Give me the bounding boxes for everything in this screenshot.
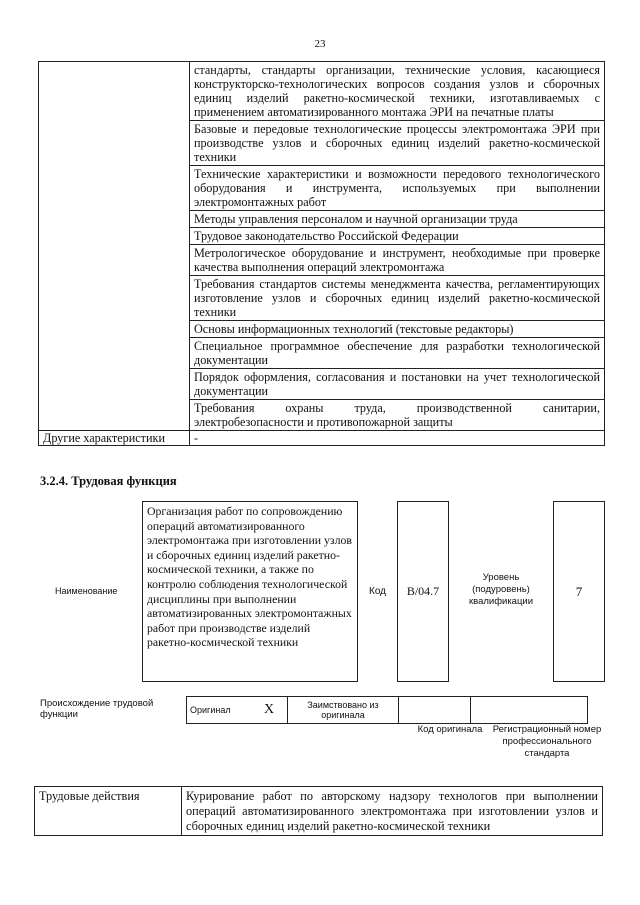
requirements-item: Базовые и передовые технологические процессы электромонтажа ЭРИ при производстве узлов и сборочных единиц изделий ракетно-космической техники (190, 121, 605, 166)
requirements-item: Технические характеристики и возможности передового технологического оборудования и инструмента, используемых при выполнении электромонтажных работ (190, 166, 605, 211)
requirements-item: Основы информационных технологий (текстовые редакторы) (190, 321, 605, 338)
page-number: 23 (314, 38, 326, 50)
qualification-level-label: Уровень (подуровень) квалификации (468, 572, 534, 607)
function-code-value: B/04.7 (397, 501, 449, 682)
reg-number-cell (471, 697, 588, 724)
borrowed-label: Заимствовано из оригинала (288, 697, 399, 724)
section-title: 3.2.4. Трудовая функция (40, 474, 177, 488)
original-label: Оригинал (187, 697, 252, 724)
qualification-level-value: 7 (553, 501, 605, 682)
function-name-value: Организация работ по сопровождению операций автоматизированного электромонтажа при изготовлении узлов и сборочных единиц изделий ракетно-космической техники, а также по контролю соблюдения технологической дисциплины при выполнении автоматизированных электромонтажных работ при производстве изделий ракетно-космической техники (142, 501, 358, 682)
reg-number-label: Регистрационный номер профессионального стандарта (492, 724, 602, 759)
other-characteristics-label: Другие характеристики (39, 431, 190, 446)
requirements-table (38, 61, 605, 446)
requirements-row (39, 62, 605, 121)
requirements-item: Требования стандартов системы менеджмента качества, регламентирующих изготовление узлов и сборочных единиц изделий ракетно-космической техники (190, 276, 605, 321)
requirements-left-cell (39, 62, 190, 431)
actions-value: Курирование работ по авторскому надзору технологов при выполнении операций автоматизированного электромонтажа при изготовлении узлов и сборочных единиц изделий ракетно-космической техники (182, 787, 603, 836)
origin-label: Происхождение трудовой функции (40, 698, 154, 720)
function-code-label: Код (369, 586, 387, 597)
requirements-item: Трудовое законодательство Российской Федерации (190, 228, 605, 245)
code-original-cell (399, 697, 471, 724)
actions-label: Трудовые действия (35, 787, 182, 836)
other-characteristics-row (39, 431, 605, 446)
code-original-label: Код оригинала (417, 724, 483, 735)
other-characteristics-value: - (190, 431, 605, 446)
requirements-item: Специальное программное обеспечение для разработки технологической документации (190, 338, 605, 369)
actions-table (34, 786, 603, 836)
requirements-item: Требования охраны труда, производственной санитарии, электробезопасности и противопожарной защиты (190, 400, 605, 431)
function-name-label: Наименование (55, 586, 118, 596)
actions-row (35, 787, 603, 836)
requirements-item: стандарты, стандарты организации, технические условия, касающиеся конструкторско-технологических вопросов создания узлов и сборочных единиц изделий ракетно-космической техники, изготавливаемых с применением автоматизированного монтажа ЭРИ на печатные платы (190, 62, 605, 121)
requirements-item: Порядок оформления, согласования и постановки на учет технологической документации (190, 369, 605, 400)
requirements-item: Метрологическое оборудование и инструмент, необходимые при проверке качества выполнения операций электромонтажа (190, 245, 605, 276)
origin-table (186, 696, 588, 724)
original-mark: X (251, 697, 288, 724)
requirements-item: Методы управления персоналом и научной организации труда (190, 211, 605, 228)
